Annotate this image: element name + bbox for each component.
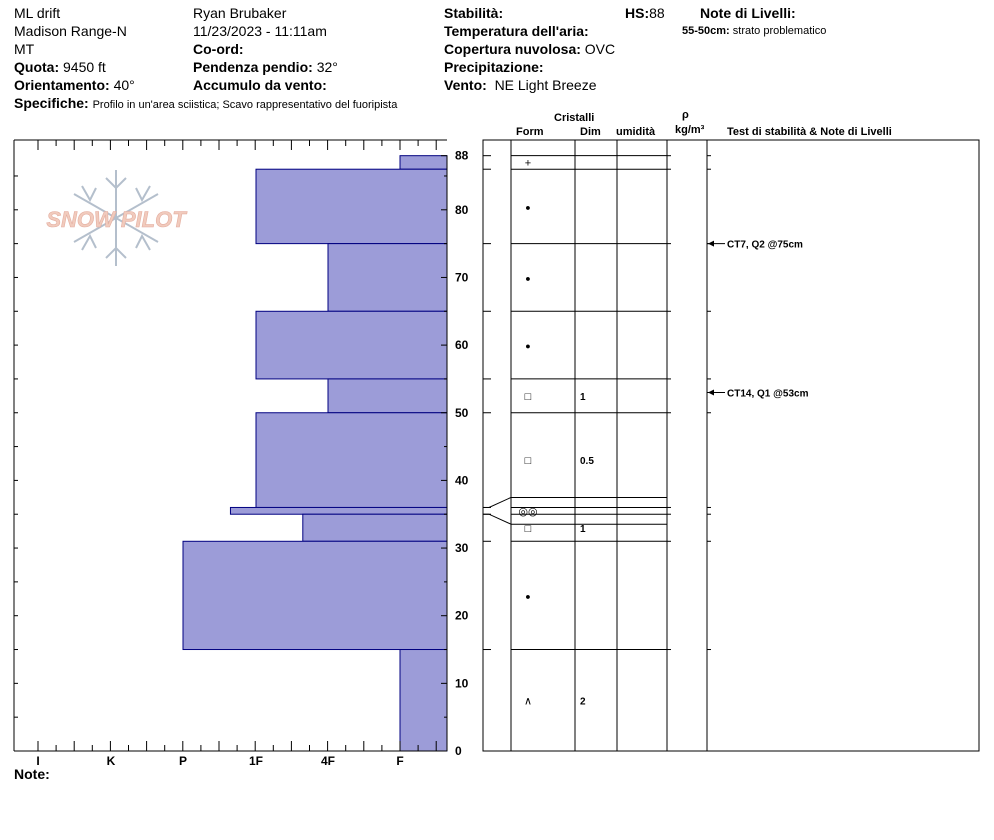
- wind-label: Vento:: [444, 77, 487, 93]
- specifics-label: Specifiche:: [14, 95, 89, 111]
- layer-bar-3: [256, 311, 447, 379]
- stability-label: Stabilità:: [444, 5, 504, 21]
- hardness-label-P: P: [178, 754, 188, 768]
- height-label-10: 10: [455, 676, 469, 691]
- layer-bar-9: [400, 650, 447, 751]
- precip-label: Precipitazione:: [444, 59, 544, 75]
- grain-form-1: ●: [525, 202, 531, 213]
- grain-size-7: 1: [580, 523, 586, 535]
- elevation-label: Quota:: [14, 59, 60, 75]
- hardness-label-4F: 4F: [320, 754, 336, 768]
- wind-value: NE Light Breeze: [494, 77, 597, 93]
- stability-test-1: CT14, Q1 @53cm: [727, 388, 809, 400]
- hs-label: HS:: [625, 5, 650, 21]
- hardness-label-1F: 1F: [248, 754, 264, 768]
- air-temp-label: Temperatura dell'aria:: [444, 23, 589, 39]
- grain-form-3: ●: [525, 341, 531, 352]
- aspect-value: 40°: [113, 77, 135, 93]
- stability-test-0: CT7, Q2 @75cm: [727, 239, 803, 251]
- height-label-20: 20: [455, 608, 469, 623]
- range-name: Madison Range-N: [14, 23, 127, 39]
- height-label-50: 50: [455, 405, 469, 420]
- layer-table-frame: [483, 140, 979, 751]
- sky-value: OVC: [584, 41, 616, 57]
- layer-note-range: 55-50cm:: [682, 25, 730, 37]
- state-name: MT: [14, 41, 35, 57]
- grain-form-2: ●: [525, 273, 531, 284]
- grain-form-8: ●: [525, 591, 531, 602]
- height-label-80: 80: [455, 202, 469, 217]
- observer-name: Ryan Brubaker: [193, 5, 287, 21]
- hs-value: 88: [649, 5, 665, 21]
- grain-form-7: □: [524, 522, 532, 535]
- grain-form-6: ◎◎: [518, 505, 538, 518]
- height-label-70: 70: [455, 270, 469, 285]
- coords-label: Co-ord:: [193, 41, 244, 57]
- layer-bar-7: [303, 514, 447, 541]
- layer-notes-label: Note di Livelli:: [700, 5, 796, 21]
- grain-size-5: 0.5: [580, 456, 594, 468]
- grain-size-4: 1: [580, 391, 586, 403]
- layer-bar-5: [256, 413, 447, 508]
- layer-bar-8: [183, 541, 447, 649]
- size-header: Dim: [580, 126, 601, 138]
- slope-value: 32°: [316, 59, 338, 75]
- aspect-label: Orientamento:: [14, 77, 110, 93]
- grain-form-5: □: [524, 455, 532, 468]
- notes-label: Note:: [14, 766, 50, 782]
- stability-notes-header: Test di stabilità & Note di Livelli: [727, 126, 892, 138]
- layer-bar-4: [328, 379, 447, 413]
- grain-form-0: +: [524, 157, 532, 170]
- crystals-header: Cristalli: [554, 112, 595, 124]
- layer-bar-0: [400, 156, 447, 170]
- grain-form-9: ∧: [523, 695, 533, 708]
- grain-size-9: 2: [580, 696, 586, 708]
- hardness-label-I: I: [36, 754, 40, 768]
- location-name: ML drift: [14, 5, 61, 21]
- density-header: kg/m³: [675, 124, 705, 136]
- layer-bar-6: [230, 507, 447, 514]
- thin-layer-connector-top: [483, 497, 511, 507]
- form-header: Form: [516, 126, 544, 138]
- height-label-88: 88: [455, 148, 469, 163]
- stability-arrow-head-1: [708, 389, 714, 395]
- sky-label: Copertura nuvolosa:: [444, 41, 581, 57]
- snow-pilot-logo: [46, 170, 187, 266]
- rho-header: ρ: [682, 109, 689, 121]
- logo-text: SNOW PILOT: [46, 207, 186, 232]
- observation-datetime: 11/23/2023 - 11:11am: [193, 23, 327, 39]
- hardness-label-K: K: [106, 754, 116, 768]
- thin-layer-connector-bottom: [483, 514, 511, 524]
- specifics-value: Profilo in un'area sciistica; Scavo rappresentativo del fuoripista: [92, 99, 398, 111]
- layer-bar-1: [256, 169, 447, 243]
- slope-label: Pendenza pendio:: [193, 59, 313, 75]
- elevation-value: 9450 ft: [63, 59, 106, 75]
- height-label-0: 0: [455, 744, 462, 758]
- layer-bar-2: [328, 244, 447, 312]
- moisture-header: umidità: [616, 126, 656, 138]
- height-label-30: 30: [455, 541, 469, 556]
- stability-arrow-head-0: [708, 241, 714, 247]
- grain-form-4: □: [524, 390, 532, 403]
- layer-note-text: strato problematico: [732, 25, 827, 37]
- wind-loading-label: Accumulo da vento:: [193, 77, 327, 93]
- hardness-label-F: F: [396, 754, 404, 768]
- height-label-40: 40: [455, 473, 469, 488]
- height-label-60: 60: [455, 338, 469, 353]
